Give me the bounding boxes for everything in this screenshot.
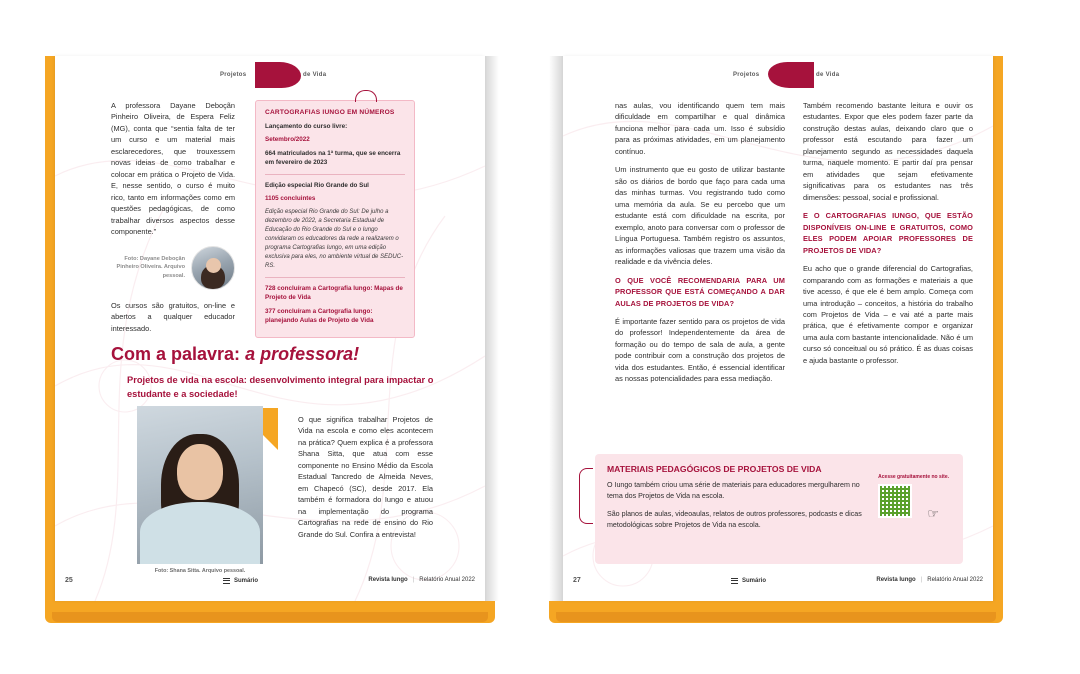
avatar (191, 246, 235, 290)
special-edition-title: Edição especial Rio Grande do Sul (265, 181, 369, 189)
special-edition-value: 1105 concluintes (265, 195, 316, 203)
materials-paragraph-1: O Iungo também criou uma série de materiais para educadores mergulharem no tema dos Projetos de Vida na escola. (607, 481, 860, 500)
page-edge-right (993, 56, 1003, 601)
rc2-paragraph-1: Também recomendo bastante leitura e ouvir os estudantes. Expor que eles podem fazer parte da construção destas aulas, deixando claro que o professor está escutando para fazer um planejamento segundo as necessidades daquela turma, naquele momento. E partir daí pra pensar em atividades que sejam efetivamente significativas para os estudantes nas três dimensões: pessoal, social e profissional. (803, 101, 973, 202)
report-name-left: Relatório Anual 2022 (419, 577, 475, 583)
header-left-word-right: Projetos (733, 72, 760, 78)
header-blob-right (768, 62, 814, 88)
sidebar-numbers-box (255, 100, 415, 338)
page-edge-left (45, 56, 55, 601)
qr-label: Acesse gratuitamente no site. (878, 474, 949, 480)
page-stack-left-shadow (52, 612, 488, 622)
decorative-bracket-left (579, 468, 593, 524)
photo-credit-text: Foto: Dayane Deboçãn Pinheiro Oliveira. Arquivo pessoal. (116, 256, 185, 279)
header-right-word-right: de Vida (816, 72, 840, 78)
sidebar-divider-2 (265, 277, 405, 278)
pointing-hand-icon: ☞ (927, 506, 939, 521)
rc1-paragraph-3: É importante fazer sentido para os projetos de vida do professor! Independentemente da área de formação ou do tempo de sala de aula, a gente pode contribuir com a construção dos projetos de vida dos estudantes. Então, é essencial identificar as nossas potencialidades para essa mediação. (615, 316, 785, 384)
launch-label: Lançamento do curso livre: (265, 123, 348, 130)
materials-box (595, 454, 963, 564)
qr-block[interactable] (878, 474, 949, 521)
sidebar-box-title: CARTOGRAFIAS IUNGO EM NÚMEROS (265, 109, 395, 116)
header-right-word: de Vida (303, 72, 327, 78)
left-page (55, 56, 485, 601)
teacher-photo-caption: Foto: Shana Sitta. Arquivo pessoal. (154, 568, 246, 574)
header-left-word: Projetos (220, 72, 247, 78)
decorative-bracket-top (355, 90, 377, 102)
closing-paragraph: Os cursos são gratuitos, on-line e abertos a qualquer educador interessado. (111, 300, 235, 333)
gutter-shadow-right (549, 56, 563, 601)
feature-lead-paragraph: O que significa trabalhar Projetos de Vida na escola e como eles acontecem na prática? Quem explica é a professora Shana Sitta, que atua com esse componente no Ensino Médio da Escola Estadual Tancredo de Almeida Neves, em Chapecó (SC), desde 2017. Ela também é formadora do Iungo e atuou na implementação do programa Cartografias na rede de ensino do Rio Grande do Sul. Confira a entrevista! (298, 415, 433, 539)
right-page (563, 56, 993, 601)
menu-icon-right (731, 577, 738, 585)
feature-title-prefix: Com a palavra: (111, 344, 241, 364)
special-edition-note: Edição especial Rio Grande do Sul: De julho a dezembro de 2022, a Secretaria Estadual de Educação do Rio Grande do Sul e o Iungo convidaram os educadores da rede a realizarem o programa Cartografias Iungo, em uma edição exclusiva para eles, no ambiente virtual de SEDUC-RS. (265, 208, 404, 269)
footer-meta-right (876, 577, 983, 583)
enrolled-stat: 664 matriculados na 1ª turma, que se encerra em fevereiro de 2023 (265, 149, 401, 167)
feature-title (111, 344, 359, 365)
gutter-shadow-left (485, 56, 499, 601)
teacher-photo (137, 406, 263, 564)
magazine-name-left: Revista Iungo (368, 577, 408, 583)
stat-2: 377 concluíram a Cartografia Iungo: planejando Aulas de Projeto de Vida (265, 307, 374, 324)
footer-separator-right: | (920, 577, 923, 583)
rc1-question: O QUE VOCÊ RECOMENDARIA PARA UM PROFESSOR QUE ESTÁ COMEÇANDO A DAR AULAS DE PROJETOS DE VIDA? (615, 275, 785, 308)
rc2-question: E O CARTOGRAFIAS IUNGO, QUE ESTÃO DISPONÍVEIS ON-LINE E GRATUITOS, COMO ELES PODEM APOIAR PROFESSORES DE PROJETOS DE VIDA? (803, 211, 973, 255)
materials-paragraph-2: São planos de aulas, videoaulas, relatos de outros professores, podcasts e dicas metodológicas sobre Projetos de Vida na escola. (607, 509, 862, 529)
launch-value: Setembro/2022 (265, 136, 310, 144)
page-number-left: 25 (65, 577, 73, 584)
rc1-paragraph-1: nas aulas, vou identificando quem tem mais dificuldade em compartilhar e qual dinâmica funciona melhor para cada um. Isso é subsídio para as próximas atividades, em um planejamento contínuo. (615, 101, 785, 156)
left-column-text (111, 100, 235, 341)
right-page-header (563, 62, 993, 96)
stat-1: 728 concluíram a Cartografia Iungo: Mapas de Projeto de Vida (265, 284, 403, 302)
menu-icon (223, 577, 230, 585)
right-column-1 (615, 100, 785, 392)
materials-title: MATERIAIS PEDAGÓGICOS DE PROJETOS DE VIDA (607, 464, 822, 474)
photo-face (177, 444, 223, 500)
header-blob-left (255, 62, 301, 88)
photo-credit-row (111, 246, 235, 290)
feature-lead-column (298, 414, 433, 547)
right-page-footer (563, 577, 993, 589)
qr-code-icon[interactable] (878, 484, 912, 518)
rc2-paragraph-2: Eu acho que o grande diferencial do Cartografias, comparando com as formações e materiais a que tive acesso, é que ele é bem amplo. Começa com uma introdução – conceitos, a história do trabalho com Projetos de Vida – e vai até a parte mais prática, que é efetivamente compor e organizar uma aula com bastante intencionalidade. Não é um curso só conceitual ou só prático. É as duas coisas e ajuda bastante o professor. (803, 264, 973, 365)
feature-title-emphasis: a professora! (245, 344, 360, 364)
summary-label-left: Sumário (234, 577, 259, 584)
sidebar-divider-1 (265, 174, 405, 175)
page-stack-right-shadow (556, 612, 996, 622)
magazine-name-right: Revista Iungo (876, 577, 916, 583)
summary-link-left[interactable] (223, 577, 258, 585)
feature-subtitle: Projetos de vida na escola: desenvolvimento integral para impactar o estudante e a sociedade! (127, 375, 434, 399)
right-column-2 (803, 100, 973, 373)
summary-label-right: Sumário (742, 577, 767, 584)
left-page-header (55, 62, 485, 96)
rc1-paragraph-2: Um instrumento que eu gosto de utilizar bastante são os diários de bordo que faço para cada uma das minhas turmas. Vou registrando tudo como uma memória da aula. Se eu percebo que um estudante está com dificuldade na escrita, por exemplo, anoto para conversar com o professor de Língua Portuguesa. Também registro os assuntos, as informações valiosas que trazem uma visão da realidade e da vivência deles. (615, 165, 785, 267)
summary-link-right[interactable] (731, 577, 766, 585)
left-page-footer (55, 577, 485, 589)
page-number-right: 27 (573, 577, 581, 584)
report-name-right: Relatório Anual 2022 (927, 577, 983, 583)
quote-paragraph: A professora Dayane Deboçãn Pinheiro Oliveira, de Espera Feliz (MG), conta que “sentia falta de ter um curso e um material mais esclarecedores, que trouxessem novas ideias de como trabalhar e colocar em prática o Projeto de Vida. E, nesse sentido, o curso é muito rico, tanto em informações como em questões pedagógicas, de como trabalhar diversos aspectos desse componente.” (111, 101, 235, 237)
photo-body (140, 502, 260, 564)
footer-meta-left (368, 577, 475, 583)
footer-separator-left: | (412, 577, 415, 583)
